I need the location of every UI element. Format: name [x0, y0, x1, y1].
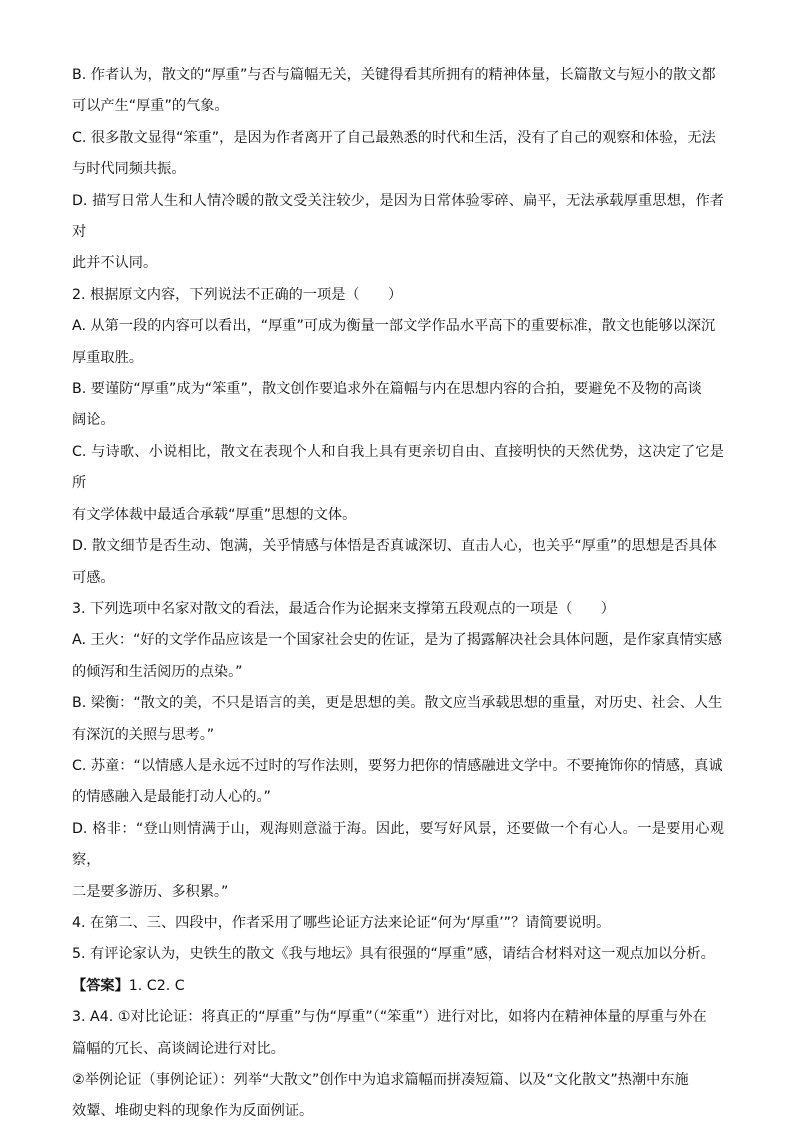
paragraph: [72, 688, 724, 751]
paragraph: [72, 908, 724, 939]
text-line: 可以产生“厚重”的气象。: [72, 98, 229, 115]
text-line: B. 要谨防“厚重”成为“笨重”，散文创作要追求外在篇幅与内在思想内容的合拍，要避免不及物的高谈: [72, 381, 702, 398]
text-line: B. 作者认为，散文的“厚重”与否与篇幅无关，关键得看其所拥有的精神体量，长篇散文与短小的散文都: [72, 67, 716, 83]
text-line: 3. A4. ①对比论证：将真正的“厚重”与伪“厚重”（“笨重”）进行对比，如将内在精神体量的厚重与外在: [72, 1009, 707, 1026]
paragraph: [72, 60, 724, 123]
question-list: [72, 60, 724, 971]
paragraph: [72, 939, 724, 970]
answer-text: 1. C2. C: [128, 977, 185, 994]
text-line: 2. 根据原文内容，下列说法不正确的一项是（ ）: [72, 286, 403, 303]
text-line: 有文学体裁中最适合承载“厚重”思想的文体。: [72, 506, 357, 523]
paragraph: [72, 280, 724, 311]
text-line: A. 从第一段的内容可以看出，“厚重”可成为衡量一部文学作品水平高下的重要标准，散文也能够以深沉: [72, 318, 716, 335]
text-line: 效颦、堆砌史料的现象作为反面例证。: [72, 1103, 314, 1120]
text-line: 二是要多游历、多积累。”: [72, 883, 229, 900]
paragraph: [72, 374, 724, 437]
text-line: C. 与诗歌、小说相比，散文在表现个人和自我上具有更亲切自由、直接明快的天然优势，这决定了它是所: [72, 443, 724, 492]
paragraph: [72, 311, 724, 374]
answer-tag: 【答案】: [72, 977, 129, 994]
paragraph: [72, 123, 724, 186]
text-line: 3. 下列选项中名家对散文的看法，最适合作为论据来支撑第五段观点的一项是（ ）: [72, 600, 615, 617]
text-line: 篇幅的冗长、高谈阔论进行对比。: [72, 1040, 285, 1057]
text-line: 4. 在第二、三、四段中，作者采用了哪些论证方法来论证“何为‘厚重’”？请简要说明。: [72, 914, 611, 931]
text-line: D. 描写日常人生和人情冷暖的散文受关注较少，是因为日常体验零碎、扁平，无法承载厚重思想，作者对: [72, 192, 724, 241]
text-line: B. 梁衡：“散文的美，不只是语言的美，更是思想的美。散文应当承载思想的重量，对历史、社会、人生: [72, 695, 723, 712]
paragraph: [72, 437, 724, 531]
text-line: 有深沉的关照与思考。”: [72, 726, 215, 743]
text-line: 厚重取胜。: [72, 349, 143, 366]
paragraph: [72, 751, 724, 814]
paragraph: [72, 531, 724, 594]
text-line: 的倾泻和生活阅历的点染。”: [72, 663, 243, 680]
text-line: 阔论。: [72, 412, 115, 429]
text-line: C. 苏童：“以情感人是永远不过时的写作法则，要努力把你的情感融进文学中。不要掩饰你的情感，真诚: [72, 757, 723, 774]
text-line: D. 散文细节是否生动、饱满，关乎情感与体悟是否真诚深切、直击人心，也关乎“厚重”的思想是否具体: [72, 538, 717, 555]
paragraph: [72, 625, 724, 688]
paragraph: [72, 186, 724, 280]
text-line: 5. 有评论家认为，史铁生的散文《我与地坛》具有很强的“厚重”感，请结合材料对这一观点加以分析。: [72, 946, 715, 963]
text-line: ②举例论证（事例论证）：列举“大散文”创作中为追求篇幅而拼凑短篇、以及“文化散文”热潮中东施: [72, 1072, 689, 1088]
text-line: 此并不认同。: [72, 255, 158, 272]
analysis-paragraph: [72, 1002, 724, 1065]
paragraph: [72, 814, 724, 908]
text-line: A. 王火：“好的文学作品应该是一个国家社会史的佐证，是为了揭露解决社会具体问题，是作家真情实感: [72, 632, 723, 649]
text-line: C. 很多散文显得“笨重”，是因为作者离开了自己最熟悉的时代和生活，没有了自己的观察和体验，无法: [72, 129, 716, 146]
paragraph: [72, 594, 724, 625]
analysis-paragraph: [72, 1065, 724, 1128]
text-line: 可感。: [72, 569, 115, 586]
analysis-list: [72, 1002, 724, 1128]
answer-line: [72, 971, 724, 1002]
text-line: D. 格非：“登山则情满于山，观海则意溢于海。因此，要写好风景，还要做一个有心人。一是要用心观察，: [72, 820, 724, 869]
text-line: 与时代同频共振。: [72, 161, 186, 178]
document-page: [72, 60, 724, 1128]
text-line: 的情感融入是最能打动人心的。”: [72, 789, 271, 806]
